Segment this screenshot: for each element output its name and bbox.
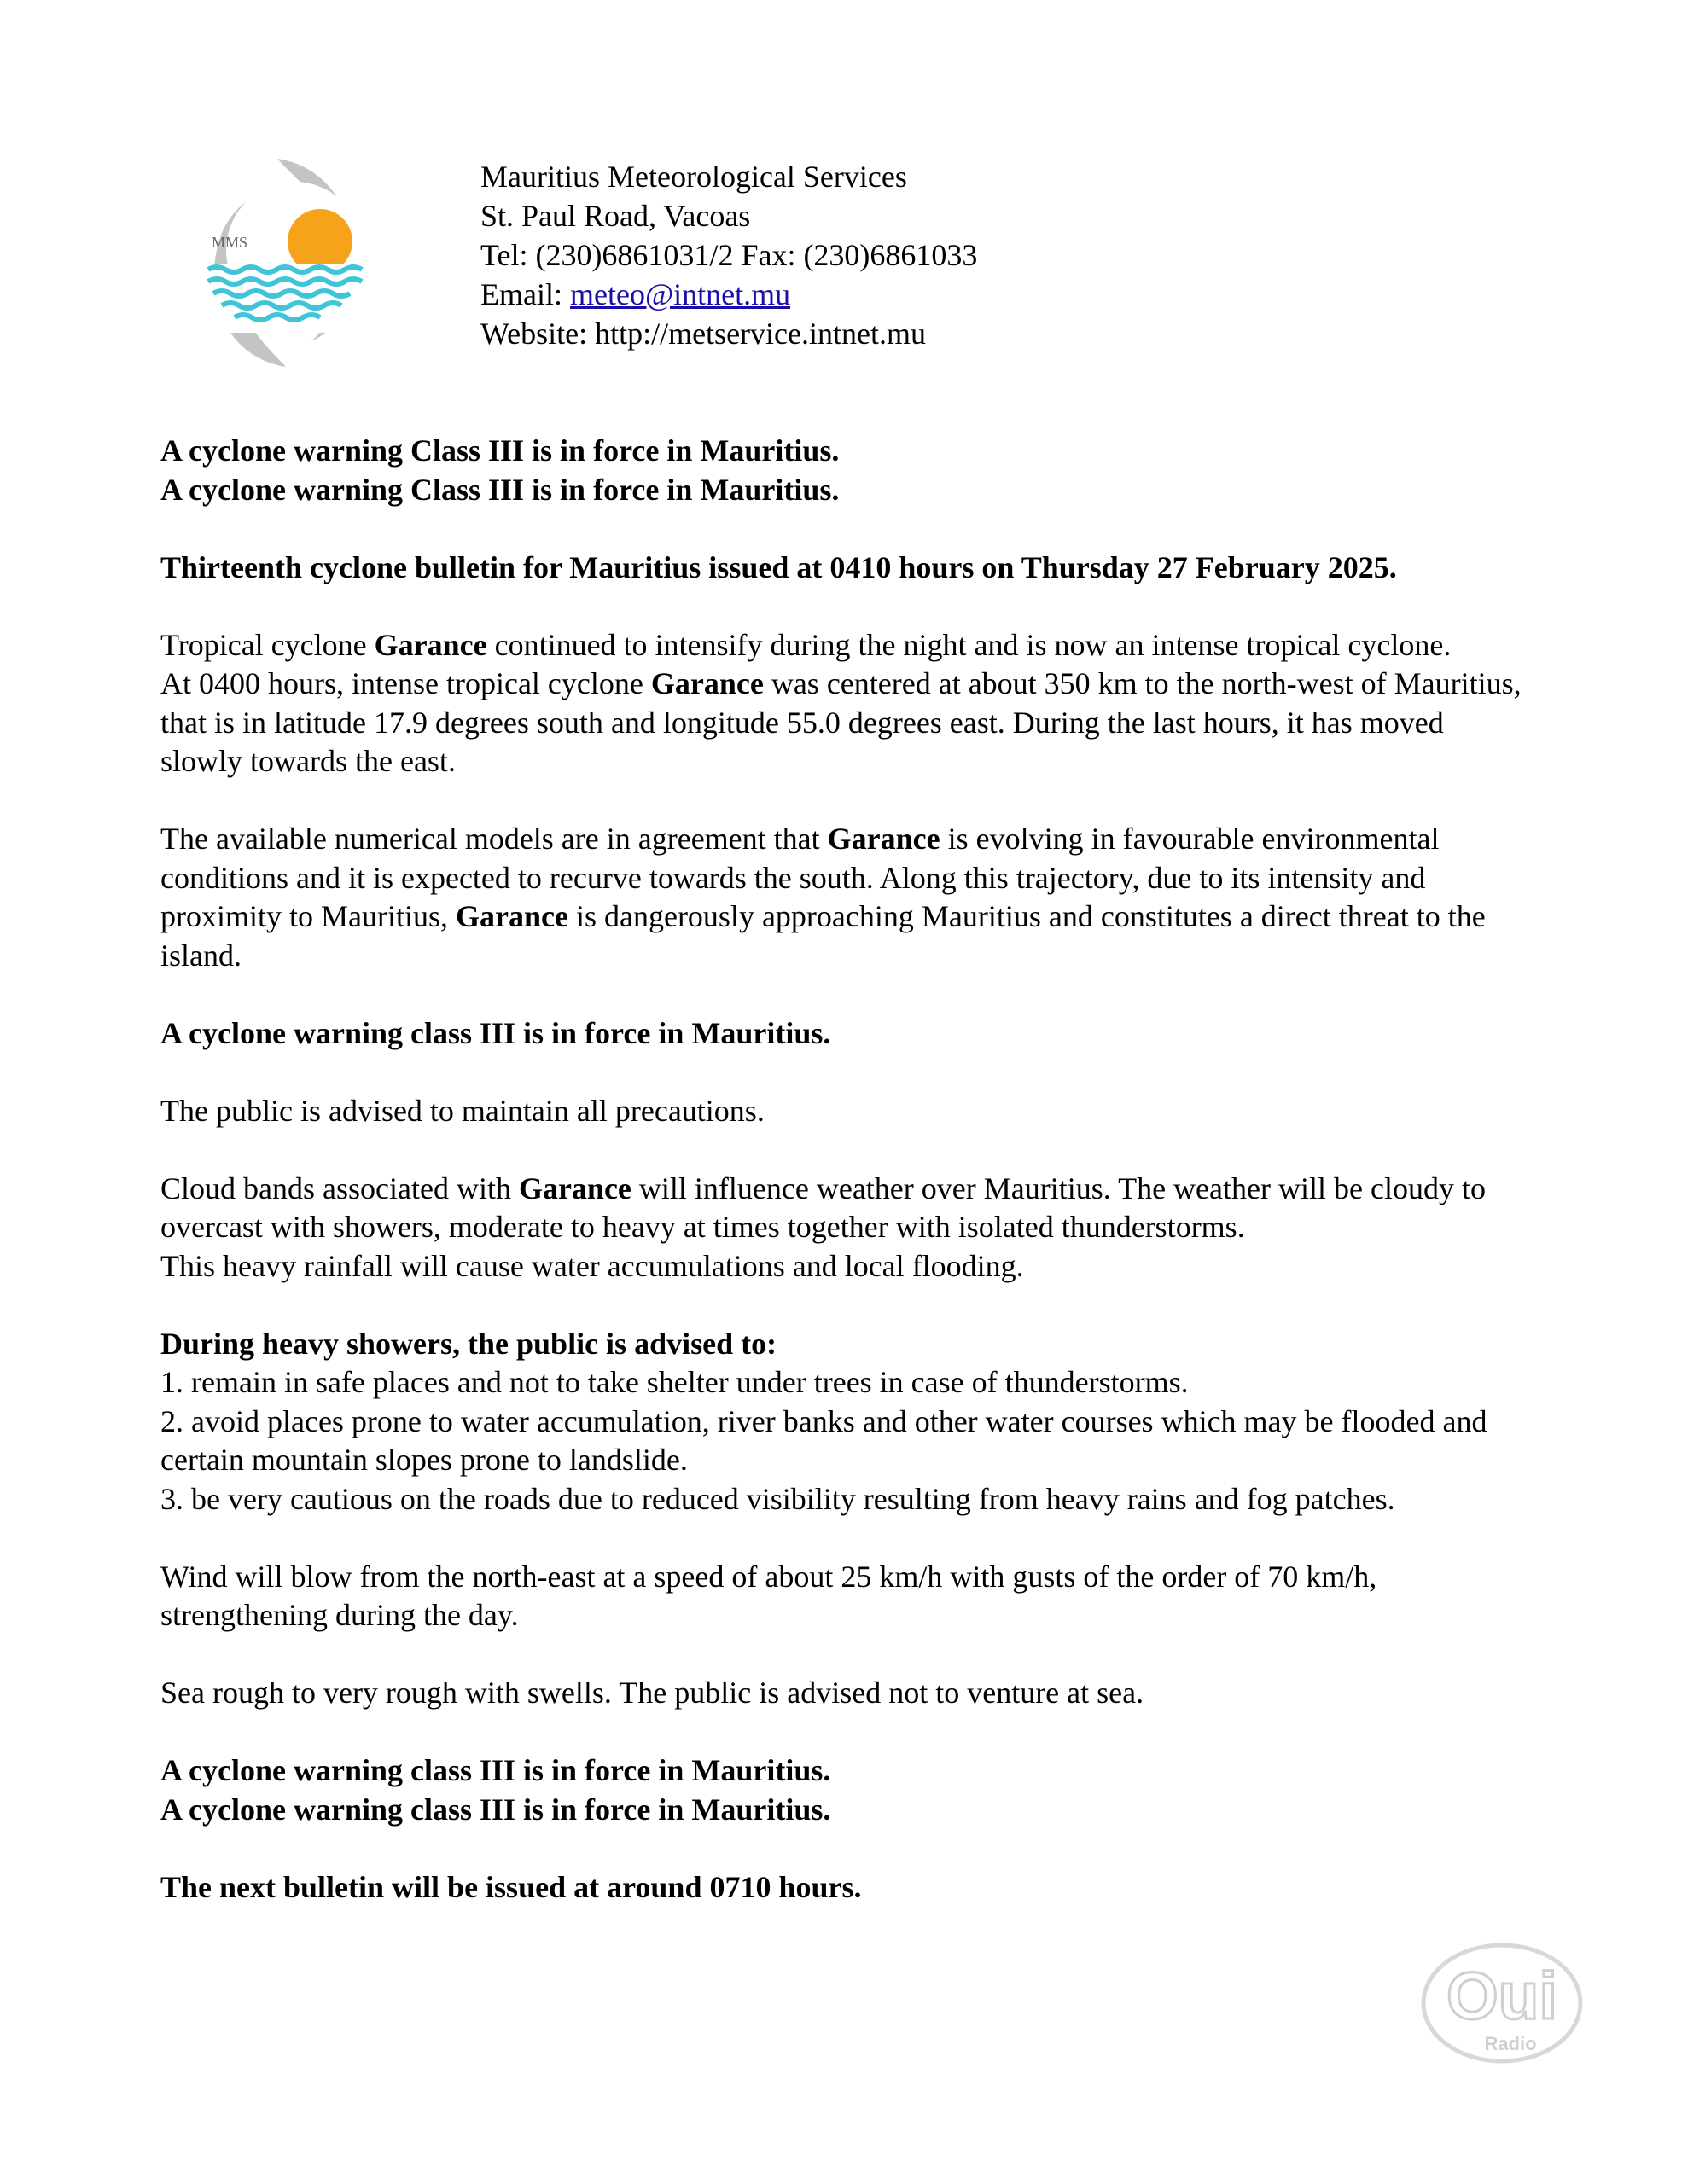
- showers-item-3: 3. be very cautious on the roads due to reduced visibility resulting from heavy rains and fog patches.: [160, 1481, 1395, 1516]
- paragraph-advice: The public is advised to maintain all precautions.: [160, 1093, 765, 1128]
- org-address: St. Paul Road, Vacoas: [480, 199, 751, 233]
- cyclone-name: Garance: [374, 627, 487, 662]
- paragraph-cloud-bands: Cloud bands associated with Garance will influence weather over Mauritius. The weather will be cloudy to overcast with showers, moderate to heavy at times together with isolated thunderstorms. This heavy rainfall will cause water accumulations and local flooding.: [160, 1170, 1486, 1283]
- paragraph-wind: Wind will blow from the north-east at a speed of about 25 km/h with gusts of the order of 70 km/h, strengthening during the day.: [160, 1559, 1377, 1632]
- warning-line-2: A cyclone warning Class III is in force in Mauritius.: [160, 472, 840, 507]
- warning-line-4: A cyclone warning class III is in force in Mauritius.: [160, 1753, 831, 1787]
- warning-line-3: A cyclone warning class III is in force in Mauritius.: [160, 1015, 831, 1050]
- paragraph-position: At 0400 hours, intense tropical cyclone Garance was centered at about 350 km to the north-west of Mauritius, that is in latitude 17.9 degrees south and longitude 55.0 degrees east. During the last hours, it has moved slowly towards the east.: [160, 666, 1522, 778]
- paragraph-models: The available numerical models are in agreement that Garance is evolving in favourable environmental conditions and it is expected to recurve towards the south. Along this trajectory, due to its intensity and proximity to Mauritius, Garance is dangerously approaching Mauritius and constitutes a direct threat to the island.: [160, 822, 1486, 973]
- email-link[interactable]: meteo@intnet.mu: [569, 277, 791, 311]
- cyclone-name: Garance: [650, 666, 764, 700]
- cyclone-name: Garance: [518, 1170, 631, 1205]
- email-label: Email:: [480, 277, 570, 311]
- cyclone-name: Garance: [456, 899, 568, 933]
- org-name: Mauritius Meteorological Services: [480, 160, 907, 194]
- warning-line-5: A cyclone warning class III is in force in Mauritius.: [160, 1792, 831, 1827]
- oui-radio-watermark: [1417, 1935, 1587, 2071]
- mms-logo: [196, 152, 367, 374]
- bulletin-body: [160, 432, 1526, 1946]
- contact-block: [480, 157, 977, 353]
- warning-line-1: A cyclone warning Class III is in force in Mauritius.: [160, 433, 840, 468]
- watermark-subtext: Radio: [1484, 2033, 1537, 2054]
- watermark-text: Oui: [1446, 1958, 1557, 2033]
- org-tel-fax: Tel: (230)6861031/2 Fax: (230)6861033: [480, 238, 978, 272]
- cyclone-name: Garance: [827, 822, 940, 856]
- next-bulletin: The next bulletin will be issued at around 0710 hours.: [160, 1869, 862, 1904]
- showers-item-2: 2. avoid places prone to water accumulation, river banks and other water courses which may be flooded and certain mountain slopes prone to landslide.: [160, 1403, 1487, 1477]
- org-website: Website: http://metservice.intnet.mu: [480, 317, 926, 351]
- showers-item-1: 1. remain in safe places and not to take shelter under trees in case of thunderstorms.: [160, 1365, 1189, 1399]
- showers-heading: During heavy showers, the public is advised to:: [160, 1326, 777, 1361]
- org-email-line: [480, 275, 977, 314]
- paragraph-sea: Sea rough to very rough with swells. The public is advised not to venture at sea.: [160, 1676, 1144, 1710]
- logo-text: MMS: [212, 234, 248, 251]
- bulletin-title: Thirteenth cyclone bulletin for Mauritius issued at 0410 hours on Thursday 27 February 2025.: [160, 549, 1397, 584]
- paragraph-intensify: Tropical cyclone Garance continued to intensify during the night and is now an intense tropical cyclone.: [160, 627, 1452, 662]
